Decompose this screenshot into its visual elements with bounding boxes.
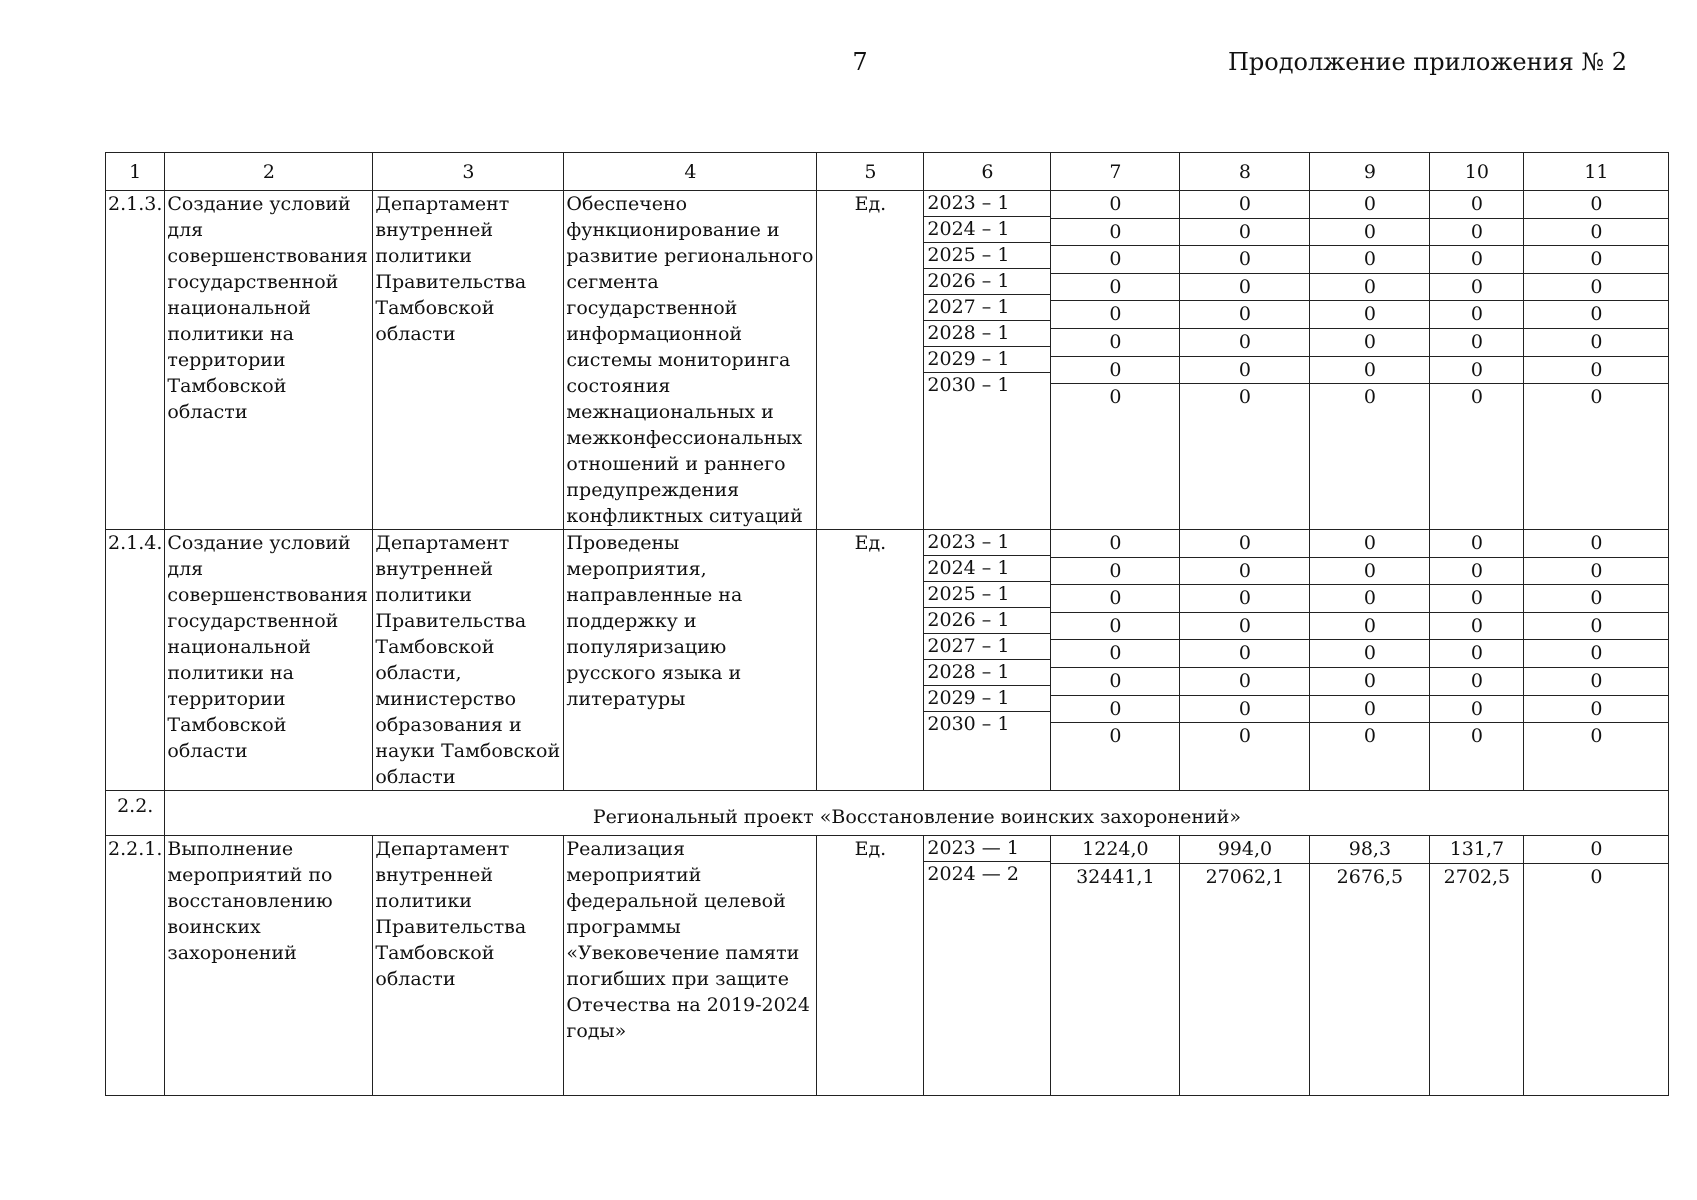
cell-value: 0 xyxy=(1310,274,1429,302)
cell-value: 0 xyxy=(1051,219,1179,247)
cell-value: 0 xyxy=(1590,386,1603,409)
section-row xyxy=(106,791,1669,836)
cell-value: 0 xyxy=(1470,725,1483,748)
cell-value: 0 xyxy=(1051,274,1179,302)
year-value: 2023 — 1 xyxy=(924,836,1050,862)
item-name: Создание условий для совершенствования государственной национальной политики на территории Тамбовской области xyxy=(165,530,373,791)
cell-value: 0 xyxy=(1363,386,1376,409)
cell-value: 0 xyxy=(1238,386,1251,409)
year-value: 2026 – 1 xyxy=(924,608,1050,634)
cell-value: 0 xyxy=(1180,613,1309,641)
cell-value: 0 xyxy=(1051,668,1179,696)
cell-value: 0 xyxy=(1310,613,1429,641)
cell-value: 0 xyxy=(1430,640,1523,668)
cell-value: 0 xyxy=(1310,558,1429,586)
cell-value: 0 xyxy=(1180,668,1309,696)
cell-value: 131,7 xyxy=(1430,836,1523,864)
cell-value: 0 xyxy=(1180,274,1309,302)
item-number: 2.1.4. xyxy=(106,530,165,791)
year-value: 2028 – 1 xyxy=(924,660,1050,686)
cell-value: 0 xyxy=(1524,558,1668,586)
year-value: 2024 – 1 xyxy=(924,556,1050,582)
year-value: 2027 – 1 xyxy=(924,634,1050,660)
cell-value: 0 xyxy=(1524,219,1668,247)
table-row xyxy=(106,836,1669,1096)
year-value: 2026 – 1 xyxy=(924,269,1050,295)
item-years xyxy=(924,530,1051,791)
table-row xyxy=(106,191,1669,530)
header-cell: 6 xyxy=(924,153,1051,191)
year-value: 2030 – 1 xyxy=(927,713,1010,735)
cell-value: 0 xyxy=(1310,219,1429,247)
cell-value: 0 xyxy=(1180,640,1309,668)
cell-value: 0 xyxy=(1430,357,1523,385)
item-col8 xyxy=(1180,836,1310,1096)
item-col8 xyxy=(1180,191,1310,530)
cell-value: 0 xyxy=(1524,696,1668,724)
cell-value: 0 xyxy=(1109,725,1122,748)
cell-value: 2676,5 xyxy=(1336,865,1404,888)
cell-value: 0 xyxy=(1430,329,1523,357)
cell-value: 0 xyxy=(1310,696,1429,724)
header-cell: 4 xyxy=(564,153,817,191)
header-cell: 3 xyxy=(373,153,564,191)
item-col7 xyxy=(1051,836,1180,1096)
cell-value: 0 xyxy=(1051,329,1179,357)
cell-value: 0 xyxy=(1430,191,1523,219)
cell-value: 0 xyxy=(1051,246,1179,274)
cell-value: 0 xyxy=(1180,558,1309,586)
cell-value: 1224,0 xyxy=(1051,836,1179,864)
cell-value: 0 xyxy=(1430,585,1523,613)
item-executor: Департамент внутренней политики Правительства Тамбовской области xyxy=(373,191,564,530)
header-cell: 10 xyxy=(1430,153,1524,191)
cell-value: 0 xyxy=(1590,725,1603,748)
section-title: Региональный проект «Восстановление воинских захоронений» xyxy=(165,791,1669,836)
cell-value: 0 xyxy=(1430,530,1523,558)
item-col8 xyxy=(1180,530,1310,791)
item-col11 xyxy=(1524,191,1669,530)
cell-value: 0 xyxy=(1430,668,1523,696)
cell-value: 0 xyxy=(1524,191,1668,219)
header-cell: 1 xyxy=(106,153,165,191)
cell-value: 0 xyxy=(1430,274,1523,302)
year-value: 2025 – 1 xyxy=(924,243,1050,269)
cell-value: 0 xyxy=(1524,274,1668,302)
year-value: 2023 – 1 xyxy=(924,191,1050,217)
cell-value: 0 xyxy=(1180,246,1309,274)
item-result: Реализация мероприятий федеральной целевой программы «Увековечение памяти погибших при защите Отечества на 2019-2024 годы» xyxy=(564,836,817,1096)
cell-value: 0 xyxy=(1051,191,1179,219)
item-name: Создание условий для совершенствования государственной национальной политики на территории Тамбовской области xyxy=(165,191,373,530)
cell-value: 0 xyxy=(1310,357,1429,385)
cell-value: 0 xyxy=(1363,725,1376,748)
cell-value: 0 xyxy=(1430,301,1523,329)
cell-value: 0 xyxy=(1430,558,1523,586)
cell-value: 0 xyxy=(1051,530,1179,558)
header-cell: 9 xyxy=(1310,153,1430,191)
item-years xyxy=(924,836,1051,1096)
cell-value: 0 xyxy=(1524,301,1668,329)
cell-value: 0 xyxy=(1180,357,1309,385)
year-value: 2030 – 1 xyxy=(927,374,1010,396)
cell-value: 0 xyxy=(1430,613,1523,641)
item-name: Выполнение мероприятий по восстановлению воинских захоронений xyxy=(165,836,373,1096)
item-number: 2.1.3. xyxy=(106,191,165,530)
year-value: 2024 — 2 xyxy=(927,863,1019,885)
cell-value: 0 xyxy=(1590,865,1603,888)
cell-value: 0 xyxy=(1180,219,1309,247)
section-number: 2.2. xyxy=(106,791,165,836)
program-table xyxy=(105,152,1669,1096)
item-col11 xyxy=(1524,836,1669,1096)
year-value: 2023 – 1 xyxy=(924,530,1050,556)
cell-value: 98,3 xyxy=(1310,836,1429,864)
cell-value: 0 xyxy=(1524,357,1668,385)
item-col11 xyxy=(1524,530,1669,791)
cell-value: 0 xyxy=(1524,836,1668,864)
year-value: 2024 – 1 xyxy=(924,217,1050,243)
cell-value: 0 xyxy=(1524,613,1668,641)
cell-value: 2702,5 xyxy=(1443,865,1511,888)
item-col7 xyxy=(1051,530,1180,791)
page-number: 7 xyxy=(852,48,868,76)
cell-value: 0 xyxy=(1524,329,1668,357)
header-cell: 11 xyxy=(1524,153,1669,191)
item-col10 xyxy=(1430,530,1524,791)
item-executor: Департамент внутренней политики Правительства Тамбовской области, министерство образования и науки Тамбовской области xyxy=(373,530,564,791)
cell-value: 0 xyxy=(1180,301,1309,329)
cell-value: 0 xyxy=(1051,640,1179,668)
cell-value: 0 xyxy=(1310,530,1429,558)
cell-value: 0 xyxy=(1180,191,1309,219)
item-executor: Департамент внутренней политики Правительства Тамбовской области xyxy=(373,836,564,1096)
cell-value: 32441,1 xyxy=(1076,865,1155,888)
cell-value: 0 xyxy=(1051,585,1179,613)
item-col10 xyxy=(1430,191,1524,530)
cell-value: 0 xyxy=(1310,191,1429,219)
item-result: Проведены мероприятия, направленные на поддержку и популяризацию русского языка и литературы xyxy=(564,530,817,791)
cell-value: 0 xyxy=(1524,640,1668,668)
cell-value: 0 xyxy=(1051,613,1179,641)
cell-value: 0 xyxy=(1180,585,1309,613)
appendix-caption: Продолжение приложения № 2 xyxy=(1227,48,1627,76)
year-value: 2025 – 1 xyxy=(924,582,1050,608)
item-number: 2.2.1. xyxy=(106,836,165,1096)
cell-value: 0 xyxy=(1524,668,1668,696)
cell-value: 0 xyxy=(1051,696,1179,724)
cell-value: 0 xyxy=(1180,696,1309,724)
year-value: 2029 – 1 xyxy=(924,686,1050,712)
cell-value: 0 xyxy=(1310,301,1429,329)
cell-value: 0 xyxy=(1180,329,1309,357)
cell-value: 0 xyxy=(1430,696,1523,724)
item-col10 xyxy=(1430,836,1524,1096)
cell-value: 0 xyxy=(1051,558,1179,586)
item-col9 xyxy=(1310,530,1430,791)
header-cell: 5 xyxy=(817,153,924,191)
cell-value: 0 xyxy=(1109,386,1122,409)
cell-value: 0 xyxy=(1310,246,1429,274)
item-unit: Ед. xyxy=(817,836,924,1096)
header-cell: 7 xyxy=(1051,153,1180,191)
cell-value: 0 xyxy=(1180,530,1309,558)
cell-value: 0 xyxy=(1524,585,1668,613)
cell-value: 0 xyxy=(1430,246,1523,274)
header-cell: 2 xyxy=(165,153,373,191)
cell-value: 0 xyxy=(1238,725,1251,748)
cell-value: 0 xyxy=(1430,219,1523,247)
cell-value: 0 xyxy=(1051,357,1179,385)
cell-value: 0 xyxy=(1524,246,1668,274)
header-row xyxy=(106,153,1669,191)
cell-value: 0 xyxy=(1310,668,1429,696)
cell-value: 0 xyxy=(1310,585,1429,613)
year-value: 2027 – 1 xyxy=(924,295,1050,321)
cell-value: 27062,1 xyxy=(1205,865,1285,888)
cell-value: 994,0 xyxy=(1180,836,1309,864)
item-col7 xyxy=(1051,191,1180,530)
item-unit: Ед. xyxy=(817,191,924,530)
year-value: 2029 – 1 xyxy=(924,347,1050,373)
item-result: Обеспечено функционирование и развитие регионального сегмента государственной информационной системы мониторинга состояния межнациональных и межконфессиональных отношений и раннего предупреждения конфликтных ситуаций xyxy=(564,191,817,530)
header-cell: 8 xyxy=(1180,153,1310,191)
cell-value: 0 xyxy=(1470,386,1483,409)
item-years xyxy=(924,191,1051,530)
cell-value: 0 xyxy=(1524,530,1668,558)
item-unit: Ед. xyxy=(817,530,924,791)
cell-value: 0 xyxy=(1310,640,1429,668)
cell-value: 0 xyxy=(1051,301,1179,329)
table-row xyxy=(106,530,1669,791)
item-col9 xyxy=(1310,191,1430,530)
year-value: 2028 – 1 xyxy=(924,321,1050,347)
item-col9 xyxy=(1310,836,1430,1096)
cell-value: 0 xyxy=(1310,329,1429,357)
